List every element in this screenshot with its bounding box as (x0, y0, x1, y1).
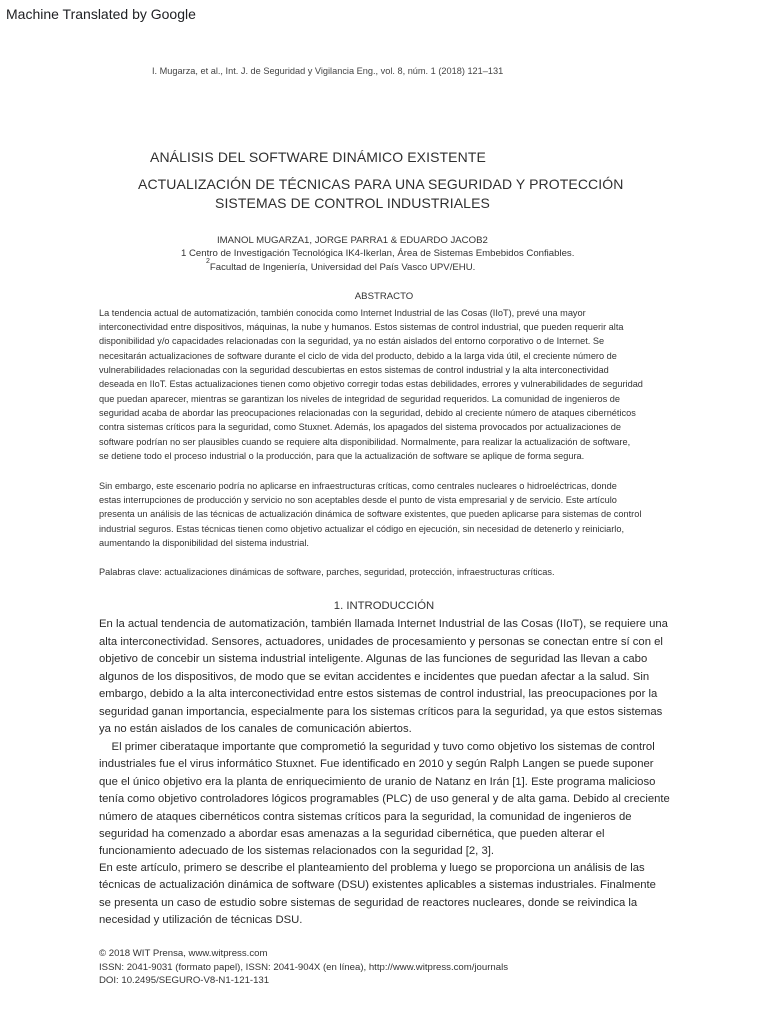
body-line: número de ataques cibernéticos contra sistemas críticos para la seguridad, la comunidad de ingenieros de (99, 811, 632, 823)
abstract-line: seguridad acaba de abordar las preocupaciones relacionadas con la seguridad, debido al creciente número de ataques cibernéticos (99, 408, 636, 418)
body-line: que el único objetivo era la planta de enriquecimiento de uranio de Natanz en Irán [1]. Este programa malicioso (99, 776, 656, 788)
body-line: se presenta un caso de estudio sobre sistemas de seguridad de reactores nucleares, donde se reivindica la (99, 897, 638, 909)
abstract-line: disponibilidad y/o capacidades relacionadas con la seguridad, ya no están aislados del entorno corporativo o de Internet. Se (99, 336, 605, 346)
body-line: seguridad ganan importancia, especialmente para los sistemas críticos para la seguridad, ya que estos sistemas (99, 706, 663, 718)
abstract-line: interconectividad entre dispositivos, máquinas, la nube y humanos. Estos sistemas de control industrial, que pueden requerir alta (99, 322, 624, 332)
footer-copyright: © 2018 WIT Prensa, www.witpress.com (99, 948, 268, 959)
abstract-line: industrial seguros. Estas técnicas tienen como objetivo actualizar el código en ejecución, sin necesidad de detenerlo y reiniciarlo, (99, 524, 625, 534)
body-line: ya no están aislados de los canales de comunicación abiertos. (99, 723, 412, 735)
body-line: objetivo de concebir un sistema industrial inteligente. Algunas de las funciones de seguridad las llevan a cabo (99, 653, 648, 665)
affiliation-2 (206, 258, 476, 274)
body-line: necesidad y utilización de técnicas DSU. (99, 914, 303, 926)
abstract-line: vulnerabilidades relacionadas con la seguridad descubiertas en estos sistemas de control industrial y la alta interconectividad (99, 365, 609, 375)
affiliation-2-mark: 2 (206, 258, 210, 265)
title-line-1: ANÁLISIS DEL SOFTWARE DINÁMICO EXISTENTE (150, 149, 486, 165)
body-line: embargo, debido a la alta interconectividad entre estos sistemas de control industrial, las preocupaciones por la (99, 688, 658, 700)
body-line: técnicas de actualización dinámica de software (DSU) existentes aplicables a sistemas industriales. Finalmente (99, 879, 656, 891)
body-line: seguridad ha comenzado a abordar esas amenazas a la seguridad cibernética, que pueden alterar el (99, 828, 605, 840)
body-line: alta interconectividad. Sensores, actuadores, unidades de procesamiento y personas se conectan entre sí con el (99, 636, 663, 648)
abstract-line: Sin embargo, este escenario podría no aplicarse en infraestructuras críticas, como centrales nucleares o hidroeléctricas, donde (99, 481, 617, 491)
abstract-line: presenta un análisis de las técnicas de actualización dinámica de software existentes, que pueden aplicarse para sistemas de control (99, 509, 642, 519)
abstract-line: que puedan aparecer, mientras se garantizan los niveles de integridad de seguridad requeridos. La comunidad de ingenieros de (99, 394, 620, 404)
abstract-line: necesitarán actualizaciones de software durante el ciclo de vida del producto, debido a la larga vida útil, el creciente número de (99, 351, 617, 361)
body-line: En la actual tendencia de automatización, también llamada Internet Industrial de las Cosas (IIoT), se requiere una (99, 618, 668, 630)
abstract-line: La tendencia actual de automatización, también conocida como Internet Industrial de las Cosas (IIoT), prevé una mayor (99, 308, 586, 318)
body-line: algunos de los dispositivos, de modo que se evitan accidentes e incidentes que puedan afectar a la salud. Sin (99, 671, 650, 683)
abstract-heading: ABSTRACTO (354, 291, 414, 302)
abstract-line: contra sistemas críticos para la seguridad, como Stuxnet. Además, los apagados del sistema provocados por actualizaciones de (99, 422, 621, 432)
abstract-line: aumentando la disponibilidad del sistema industrial. (99, 538, 309, 548)
machine-translation-banner: Machine Translated by Google (6, 6, 196, 22)
author-list: IMANOL MUGARZA1, JORGE PARRA1 & EDUARDO JACOB2 (217, 235, 488, 246)
affiliation-2-text: Facultad de Ingeniería, Universidad del País Vasco UPV/EHU. (209, 262, 476, 274)
title-line-3: SISTEMAS DE CONTROL INDUSTRIALES (215, 195, 490, 211)
title-line-2: ACTUALIZACIÓN DE TÉCNICAS PARA UNA SEGURIDAD Y PROTECCIÓN (138, 176, 624, 192)
affiliation-1: 1 Centro de Investigación Tecnológica IK4-Ikerlan, Área de Sistemas Embebidos Confiables. (181, 248, 575, 259)
section-heading: 1. INTRODUCCIÓN (333, 600, 435, 612)
running-header: I. Mugarza, et al., Int. J. de Seguridad y Vigilancia Eng., vol. 8, núm. 1 (2018) 121–131 (152, 66, 504, 76)
footer-doi: DOI: 10.2495/SEGURO-V8-N1-121-131 (99, 975, 270, 986)
abstract-line: software podrían no ser plausibles cuando se requiere alta disponibilidad. Normalmente, para realizar la actualización de software, (99, 437, 631, 447)
body-line: funcionamiento adecuado de los sistemas relacionados con la seguridad [2, 3]. (99, 845, 495, 857)
body-line: El primer ciberataque importante que comprometió la seguridad y tuvo como objetivo los sistemas de control (99, 741, 655, 753)
abstract-line: estas interrupciones de producción y servicio no son aceptables desde el punto de vista empresarial y de servicio. Este artículo (99, 495, 617, 505)
body-line: industriales fue el virus informático Stuxnet. Fue identificado en 2010 y según Ralph Langen se puede suponer (99, 758, 654, 770)
body-line: tenía como objetivo controladores lógicos programables (PLC) de uso general y de alta gama. Debido al creciente (99, 793, 670, 805)
body-line: En este artículo, primero se describe el planteamiento del problema y luego se proporciona un análisis de las (99, 862, 645, 874)
keywords: Palabras clave: actualizaciones dinámicas de software, parches, seguridad, protección, infraestructuras críticas. (99, 567, 555, 577)
footer-issn: ISSN: 2041-9031 (formato papel), ISSN: 2041-904X (en línea), http://www.witpress.com/journals (99, 962, 508, 973)
abstract-line: se detiene todo el proceso industrial o la producción, para que la actualización de software se aplique de forma segura. (99, 451, 585, 461)
abstract-line: deseada en IIoT. Estas actualizaciones tienen como objetivo corregir todas estas debilidades, errores y vulnerabilidades de seguridad (99, 379, 643, 389)
